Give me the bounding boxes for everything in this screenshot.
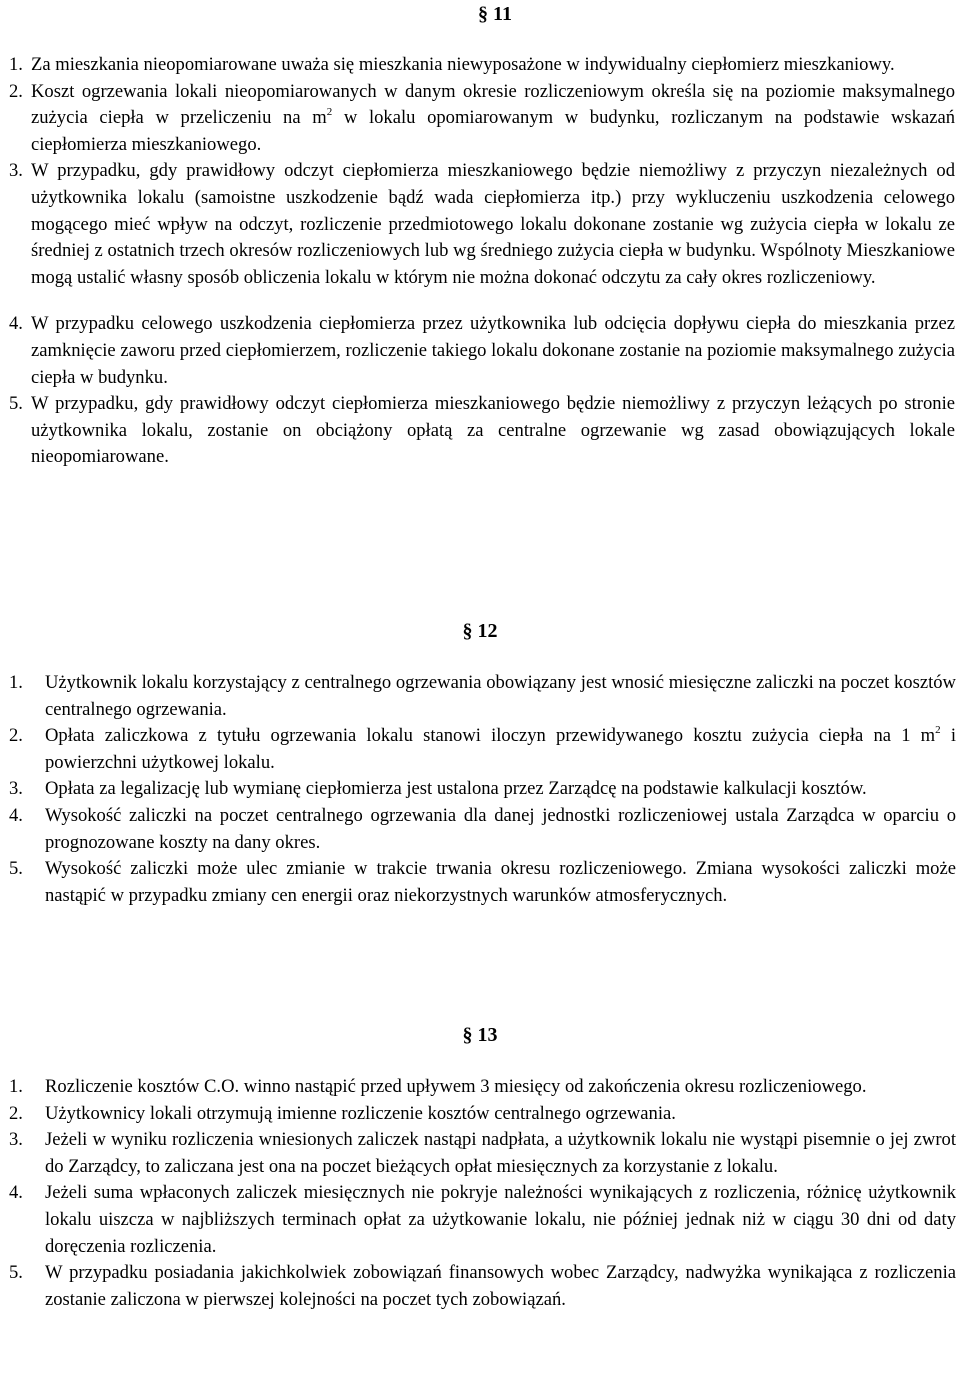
list-item: [9, 670, 956, 723]
list-item: [9, 723, 956, 776]
list-item: [9, 1180, 956, 1260]
list-item: [9, 1101, 956, 1128]
item-text: W przypadku, gdy prawidłowy odczyt ciepłomierza mieszkaniowego będzie niemożliwy z przyczyn niezależnych od użytkownika lokalu (samoistne uszkodzenie bądź wada ciepłomierza itp.) przy wykluczeniu uszkodzenia celowego mogącego mieć wpływ na odczyt, rozliczenie przedmiotowego lokalu dokonane zostanie wg zużycia ciepła w lokalu ze średniej z ostatnich trzech okresów rozliczeniowych lub wg średniego zużycia ciepła w budynku. Wspólnoty Mieszkaniowe mogą ustalić własny sposób obliczenia lokalu w którym nie można dokonać odczytu za cały okres rozliczeniowy.: [31, 160, 955, 288]
section-11-list: [9, 52, 955, 471]
list-item: [9, 776, 956, 803]
superscript: 2: [326, 106, 333, 119]
item-number: 2.: [9, 80, 23, 102]
item-text: Wysokość zaliczki może ulec zmianie w trakcie trwania okresu rozliczeniowego. Zmiana wysokości zaliczki może nastąpić w przypadku zmiany cen energii oraz niekorzystnych warunków atmosferycznych.: [45, 858, 956, 906]
list-item: [9, 856, 956, 909]
item-text: Jeżeli suma wpłaconych zaliczek miesięcznych nie pokryje należności wynikających z rozliczenia, różnicę użytkownik lokalu uiszcza w najbliższych terminach opłat za użytkowanie lokalu, nie później jednak niż w ciągu 30 dni od daty doręczenia rozliczenia.: [45, 1182, 956, 1257]
superscript: 2: [935, 724, 941, 737]
list-item: [9, 1074, 956, 1101]
section-12-list: [9, 670, 956, 909]
item-text: i powierzchni użytkowej lokalu.: [45, 725, 956, 773]
item-text: W przypadku celowego uszkodzenia ciepłomierza przez użytkownika lub odcięcia dopływu ciepła do mieszkania przez zamknięcie zaworu przed ciepłomierzem, rozliczenie takiego lokalu dokonane zostanie na poziomie maksymalnego zużycia ciepła w budynku.: [31, 313, 955, 388]
item-number: 3.: [9, 1129, 23, 1151]
section-heading-12: § 12: [462, 620, 498, 642]
item-number: 5.: [9, 1262, 23, 1284]
item-number: 4.: [9, 804, 23, 826]
item-number: 1.: [9, 1076, 23, 1097]
item-text: Koszt ogrzewania lokali nieopomiarowanych w danym okresie rozliczeniowym określa się na poziomie maksymalnego zużycia ciepła w przeliczeniu na m: [31, 80, 955, 129]
list-item: [9, 1260, 956, 1313]
item-number: 5.: [9, 858, 23, 880]
item-text: Rozliczenie kosztów C.O. winno nastąpić przed upływem 3 miesięcy od zakończenia okresu rozliczeniowego.: [45, 1076, 867, 1097]
item-number: 4.: [9, 313, 23, 335]
item-text: Wysokość zaliczki na poczet centralnego ogrzewania dla danej jednostki rozliczeniowej ustala Zarządca w oparciu o prognozowane koszty na dany okres.: [45, 804, 956, 853]
item-text: Opłata za legalizację lub wymianę ciepłomierza jest ustalona przez Zarządcę na podstawie kalkulacji kosztów.: [45, 778, 867, 800]
item-text: Jeżeli w wyniku rozliczenia wniesionych zaliczek nastąpi nadpłata, a użytkownik lokalu nie wystąpi pisemnie o jej zwrot do Zarządcy, to zaliczana jest ona na poczet bieżących opłat miesięcznych za korzystanie z lokalu.: [45, 1129, 956, 1177]
item-text: Za mieszkania nieopomiarowane uważa się mieszkania niewyposażone w indywidualny ciepłomierz mieszkaniowy.: [31, 54, 895, 75]
item-number: 3.: [9, 160, 23, 182]
list-item: [9, 79, 955, 159]
list-item: [9, 1127, 956, 1180]
item-number: 1.: [9, 672, 23, 693]
item-number: 3.: [9, 778, 23, 800]
list-item: [9, 391, 955, 471]
list-item: [9, 52, 955, 79]
item-number: 2.: [9, 1102, 23, 1124]
list-item: [9, 158, 955, 291]
item-number: 1.: [9, 54, 23, 75]
item-text: Opłata zaliczkowa z tytułu ogrzewania lokalu stanowi iloczyn przewidywanego kosztu zużycia ciepła na 1 m: [45, 725, 936, 747]
item-text: Użytkownik lokalu korzystający z centralnego ogrzewania obowiązany jest wnosić miesięczne zaliczki na poczet kosztów centralnego ogrzewania.: [45, 672, 956, 720]
section-heading-11: § 11: [478, 3, 512, 25]
list-item: [9, 803, 956, 856]
item-number: 4.: [9, 1182, 23, 1204]
item-text: Użytkownicy lokali otrzymują imienne rozliczenie kosztów centralnego ogrzewania.: [45, 1102, 676, 1124]
list-item: [9, 311, 955, 391]
item-text: W przypadku posiadania jakichkolwiek zobowiązań finansowych wobec Zarządcy, nadwyżka wynikająca z rozliczenia zostanie zaliczona w pierwszej kolejności na poczet tych zobowiązań.: [45, 1262, 956, 1310]
section-heading-13: § 13: [462, 1024, 498, 1046]
item-text: w lokalu opomiarowanym w budynku, rozliczanym na podstawie wskazań ciepłomierza mieszkaniowego.: [31, 107, 955, 155]
item-number: 5.: [9, 393, 23, 415]
item-text: W przypadku, gdy prawidłowy odczyt ciepłomierza mieszkaniowego będzie niemożliwy z przyczyn leżących po stronie użytkownika lokalu, zostanie on obciążony opłatą za centralne ogrzewanie wg zasad obowiązujących lokale nieopomiarowane.: [31, 393, 955, 468]
section-13-list: [9, 1074, 956, 1313]
item-number: 2.: [9, 725, 23, 747]
